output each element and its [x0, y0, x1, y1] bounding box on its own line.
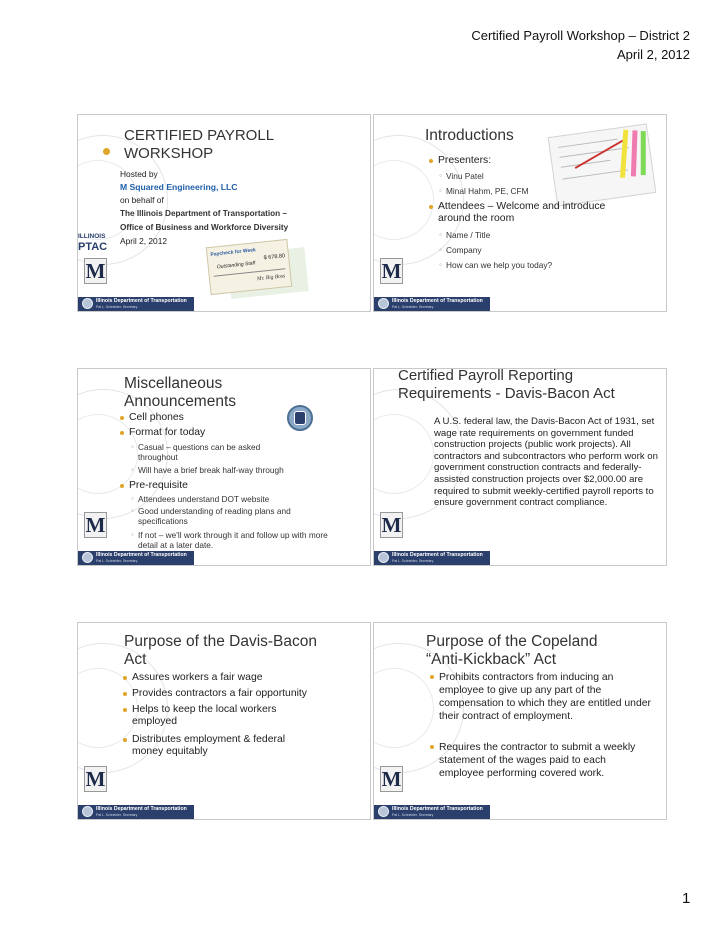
footer-line-1: Illinois Department of Transportation	[96, 552, 187, 558]
header-date: April 2, 2012	[617, 47, 690, 62]
on-behalf-text: on behalf of	[120, 195, 164, 205]
attendee-sub-2: ◦ Company	[446, 245, 482, 255]
attendee-sub-1: ◦ Name / Title	[446, 230, 490, 240]
prereq-sub-3: ◦ If not – we'll work through it and follow up with more detail at a later date.	[138, 530, 330, 550]
slide-title: Introductions	[425, 127, 514, 144]
m-squared-logo: M	[85, 258, 106, 283]
footer-line-1: Illinois Department of Transportation	[96, 806, 187, 812]
attendee-sub-3: ◦ How can we help you today?	[446, 260, 552, 270]
check-payee: Outstanding Staff	[216, 260, 256, 271]
header-title: Certified Payroll Workshop – District 2	[471, 28, 690, 43]
slide-title: CERTIFIED PAYROLL WORKSHOP	[124, 127, 274, 162]
check-amount: $ 678.80	[263, 253, 286, 262]
m-squared-logo: M	[85, 512, 106, 537]
footer-line-2: Pat L. Schneider, Secretary	[96, 559, 138, 563]
bullet-cell-phones: Cell phones	[129, 412, 184, 423]
m-squared-logo: M	[381, 512, 402, 537]
bullet-dot-icon	[103, 148, 110, 155]
footer-line-2: Pat L. Schneider, Secretary	[392, 813, 434, 817]
page-number: 1	[682, 890, 691, 907]
idot-seal-icon	[82, 552, 93, 563]
slide-4	[373, 368, 667, 566]
footer-line-1: Illinois Department of Transportation	[392, 552, 483, 558]
slide-3	[77, 368, 371, 566]
footer-line-1: Illinois Department of Transportation	[392, 298, 483, 304]
format-sub-2: ◦ Will have a brief break half-way through	[138, 465, 328, 475]
agency-name: The Illinois Department of Transportation –	[120, 209, 287, 218]
idot-seal-icon	[82, 806, 93, 817]
ptac-logo-main: PTAC	[78, 241, 108, 253]
bullet-format: Format for today	[129, 427, 206, 438]
slide-1	[77, 114, 371, 312]
idot-seal-icon	[378, 552, 389, 563]
bullet-presenters: Presenters:	[438, 155, 492, 166]
footer-line-1: Illinois Department of Transportation	[96, 298, 187, 304]
davis-bacon-paragraph: A U.S. federal law, the Davis-Bacon Act of 1931, set wage rate requirements on government funded construction projects (public work projects). All contractors and subcontractors who perform work on government construction contracts and federally-assisted construction projects over $2,000.00 are required to submit weekly-certified payroll reports to ensure government contract compliance.	[434, 416, 658, 509]
prereq-sub-2: ◦ Good understanding of reading plans and specifications	[138, 506, 328, 526]
slide-5	[77, 622, 371, 820]
m-squared-logo: M	[85, 766, 106, 791]
bullet-fair-wage: Assures workers a fair wage	[132, 672, 263, 683]
idot-footer	[374, 551, 490, 565]
presenter-2: ◦ Minal Hahm, PE, CFM	[446, 186, 529, 196]
footer-line-2: Pat L. Schneider, Secretary	[392, 559, 434, 563]
ptac-logo-top: ILLINOIS	[78, 233, 106, 240]
footer-line-2: Pat L. Schneider, Secretary	[392, 305, 434, 309]
bullet-attendees: Attendees – Welcome and introduce around the room	[438, 201, 628, 225]
slide-title: Certified Payroll Reporting Requirements - Davis-Bacon Act	[398, 368, 615, 402]
presenter-1: ◦ Vinu Patel	[446, 171, 484, 181]
check-signature: Mr. Big Boss	[256, 273, 286, 283]
bullet-fair-opportunity: Provides contractors a fair opportunity	[132, 688, 307, 699]
slide-date: April 2, 2012	[120, 236, 168, 246]
check-label: Paycheck for Week	[210, 247, 257, 258]
m-squared-logo: M	[381, 258, 402, 283]
idot-seal-icon	[378, 298, 389, 309]
idot-footer	[374, 297, 490, 311]
footer-line-1: Illinois Department of Transportation	[392, 806, 483, 812]
format-sub-1: ◦ Casual – questions can be asked throughout	[138, 442, 286, 462]
idot-footer	[374, 805, 490, 819]
slide-title: Purpose of the Davis-Bacon Act	[124, 633, 317, 668]
page-header	[471, 26, 690, 64]
bullet-prohibits: Prohibits contractors from inducing an employee to give up any part of the compensation to which they are entitled under their contract of employment.	[439, 671, 653, 723]
paycheck-image	[206, 239, 293, 295]
idot-seal-icon	[82, 298, 93, 309]
office-name: Office of Business and Workforce Diversity	[120, 223, 289, 232]
company-name: M Squared Engineering, LLC	[120, 182, 238, 192]
m-squared-logo: M	[381, 766, 402, 791]
idot-footer	[78, 551, 194, 565]
bullet-requires: Requires the contractor to submit a weekly statement of the wages paid to each employee performing covered work.	[439, 741, 653, 780]
slide-6	[373, 622, 667, 820]
bullet-distributes: Distributes employment & federal money equitably	[132, 734, 302, 758]
idot-footer	[78, 297, 194, 311]
idot-seal-icon	[378, 806, 389, 817]
paperwork-image	[548, 123, 657, 206]
slide-title: Miscellaneous Announcements	[124, 375, 237, 410]
idot-footer	[78, 805, 194, 819]
slide-title: Purpose of the Copeland “Anti-Kickback” Act	[426, 633, 598, 668]
bullet-local-workers: Helps to keep the local workers employed	[132, 704, 292, 728]
ptac-logo	[78, 233, 112, 259]
prereq-sub-1: ◦ Attendees understand DOT website	[138, 494, 328, 504]
footer-line-2: Pat L. Schneider, Secretary	[96, 305, 138, 309]
bullet-prerequisite: Pre-requisite	[129, 480, 188, 491]
hosted-by-text: Hosted by	[120, 169, 158, 179]
slide-2	[373, 114, 667, 312]
footer-line-2: Pat L. Schneider, Secretary	[96, 813, 138, 817]
phone-off-icon	[287, 405, 313, 431]
